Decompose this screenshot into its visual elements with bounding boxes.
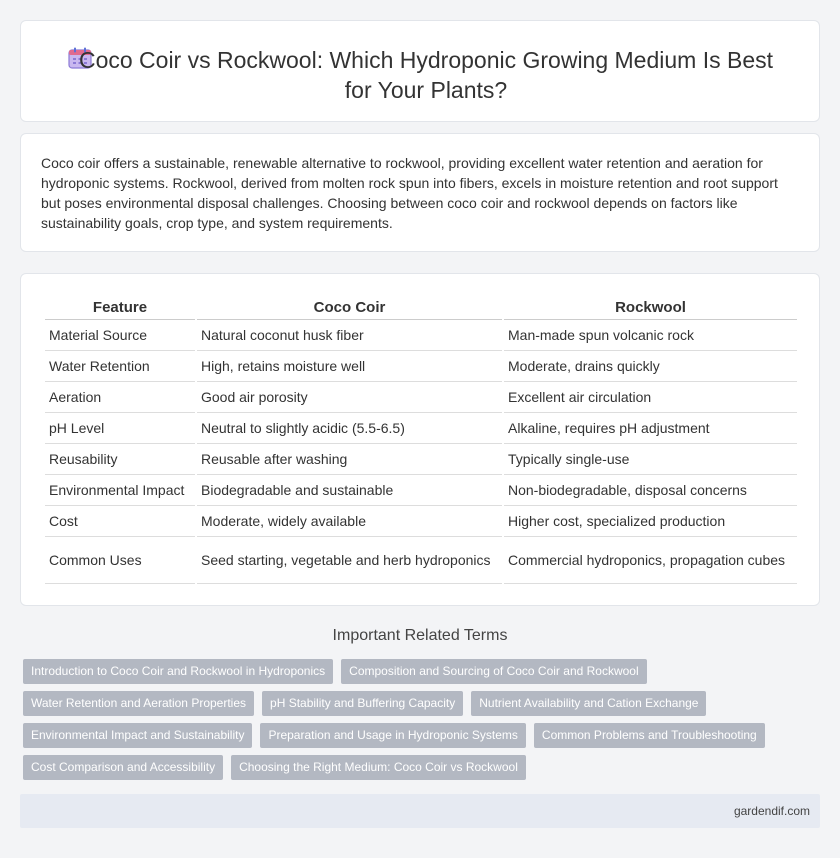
related-term-tag[interactable]: Choosing the Right Medium: Coco Coir vs Rockwool: [231, 755, 526, 780]
intro-paragraph: Coco coir offers a sustainable, renewable alternative to rockwool, providing excellent water retention and aeration for hydroponic systems. Rockwool, derived from molten rock spun into fibers, excels in moisture retention and root support but poses environmental disposal challenges. Choosing between coco coir and rockwool depends on factors like sustainability goals, crop type, and system requirements.: [41, 155, 778, 231]
related-term-tag[interactable]: Nutrient Availability and Cation Exchange: [471, 691, 706, 716]
table-cell: High, retains moisture well: [197, 351, 502, 382]
related-term-tag[interactable]: Common Problems and Troubleshooting: [534, 723, 765, 748]
table-cell: Water Retention: [45, 351, 195, 382]
related-terms-heading: Important Related Terms: [332, 627, 508, 644]
table-cell: Aeration: [45, 382, 195, 413]
related-term-tag[interactable]: Composition and Sourcing of Coco Coir and Rockwool: [341, 659, 646, 684]
table-cell: Reusable after washing: [197, 444, 502, 475]
table-row: [45, 475, 797, 506]
related-term-tag[interactable]: Cost Comparison and Accessibility: [23, 755, 223, 780]
table-cell: Cost: [45, 506, 195, 537]
related-term-tag[interactable]: Environmental Impact and Sustainability: [23, 723, 252, 748]
table-header-rockwool: Rockwool: [504, 295, 797, 320]
table-cell: Material Source: [45, 320, 195, 351]
related-term-tag[interactable]: Preparation and Usage in Hydroponic Systems: [260, 723, 525, 748]
table-cell: Seed starting, vegetable and herb hydroponics: [197, 537, 502, 584]
related-term-tag[interactable]: Introduction to Coco Coir and Rockwool in Hydroponics: [23, 659, 333, 684]
table-cell: Neutral to slightly acidic (5.5-6.5): [197, 413, 502, 444]
table-cell: Good air porosity: [197, 382, 502, 413]
table-cell: Excellent air circulation: [504, 382, 797, 413]
table-cell: Commercial hydroponics, propagation cubes: [504, 537, 797, 584]
related-term-tag[interactable]: pH Stability and Buffering Capacity: [262, 691, 463, 716]
table-row: [45, 351, 797, 382]
table-row: [45, 413, 797, 444]
table-cell: Environmental Impact: [45, 475, 195, 506]
table-row: [45, 320, 797, 351]
table-cell: Man-made spun volcanic rock: [504, 320, 797, 351]
table-cell: Biodegradable and sustainable: [197, 475, 502, 506]
table-row: [45, 444, 797, 475]
table-cell: pH Level: [45, 413, 195, 444]
table-header-row: [45, 295, 797, 320]
table-header-feature: Feature: [45, 295, 195, 320]
table-cell: Typically single-use: [504, 444, 797, 475]
table-header-coco-coir: Coco Coir: [197, 295, 502, 320]
table-cell: Common Uses: [45, 537, 195, 584]
table-cell: Natural coconut husk fiber: [197, 320, 502, 351]
table-cell: Non-biodegradable, disposal concerns: [504, 475, 797, 506]
comparison-table-card: [20, 273, 820, 606]
footer: [20, 794, 820, 828]
intro-card: [20, 133, 820, 252]
table-row: [45, 506, 797, 537]
table-cell: Moderate, widely available: [197, 506, 502, 537]
table-row: [45, 382, 797, 413]
comparison-table: [43, 295, 799, 584]
table-cell: Moderate, drains quickly: [504, 351, 797, 382]
footer-site-link[interactable]: gardendif.com: [733, 804, 810, 818]
related-term-tag[interactable]: Water Retention and Aeration Properties: [23, 691, 254, 716]
page-title: Coco Coir vs Rockwool: Which Hydroponic Growing Medium Is Best for Your Plants?: [78, 47, 774, 103]
table-row: [45, 537, 797, 584]
table-cell: Reusability: [45, 444, 195, 475]
related-terms-tags: [23, 659, 823, 787]
table-cell: Alkaline, requires pH adjustment: [504, 413, 797, 444]
header-card: [20, 20, 820, 122]
table-cell: Higher cost, specialized production: [504, 506, 797, 537]
